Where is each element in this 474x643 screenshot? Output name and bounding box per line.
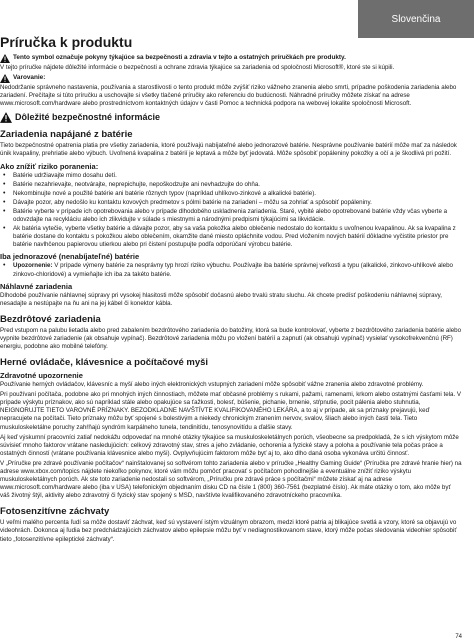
warning-label: Varovanie:: [13, 74, 46, 82]
list-item: • Batérie vyberte v prípade ich opotrebovania alebo v prípade dlhodobého uskladnenia zariadenia. Staré, vybité alebo opotrebované batérie vždy včas vyberte a odovzdajte na recykláciu alebo ich zlikvidujte v súlade s miestnymi a národnými predpismi týkajúcimi sa likvidácie.: [10, 208, 462, 224]
controllers-p2: Pri používaní počítača, podobne ako pri mnohých iných činnostiach, môžete mať občasné problémy s rukami, pažami, ramenami, krkom alebo ostatnými časťami tela. V prípade výskytu príznakov, ako sú napríklad stále alebo opakujúce sa ťažkosti, bolesť, búšenie, pichanie, brnenie, stŕpnutie, pocit pálenia alebo stuhnutia, NEIGNORUJTE TIETO VAROVNÉ PRÍZNAKY. BEZODKLADNE NAVŠTÍVTE KVALIFIKOVANÉHO LEKÁRA, a to aj v prípade, ak sa príznaky prejavujú, keď nepracujete na počítači. Tieto príznaky môžu byť spojené s bolestivým a niekedy chronickým zranením nervov, svalov, šliach alebo iných častí tela. Tieto muskuloskeletálne poruchy zahŕňajú syndróm karpálneho tunela, tendinitídu, tenosynovitídu a ďalšie stavy.: [0, 391, 462, 431]
photosensitive-heading: Fotosenzitívne záchvaty: [0, 506, 110, 518]
warning-icon: [0, 112, 12, 123]
warning-block: [0, 74, 462, 83]
wireless-heading: Bezdrôtové zariadenia: [0, 313, 101, 325]
language-tab: [358, 0, 474, 38]
list-item: • Nekombinujte nové a použité batérie ani batérie rôznych typov (napríklad uhlíkovo-zinkové a alkalické batérie).: [10, 190, 462, 198]
important-heading: Dôležité bezpečnostné informácie: [15, 112, 161, 123]
warning-icon: [0, 54, 10, 63]
list-item: • Dávajte pozor, aby nedošlo ku kontaktu kovových predmetov s pólmi batérie na zariadení – môžu sa zohriať a spôsobiť popáleniny.: [10, 199, 462, 207]
caution-label: Upozornenie:: [13, 262, 53, 270]
health-warning-heading: Zdravotné upozornenie: [0, 371, 83, 381]
warning-icon: [0, 74, 10, 83]
important-heading-row: [0, 112, 462, 123]
risk-heading: Ako znížiť riziko poranenia:: [0, 161, 99, 171]
list-item: • Batérie nezahrievajte, neotvárajte, neprepichujte, nepoškodzujte ani nevhadzujte do ohňa.: [10, 181, 462, 189]
battery-intro: Tieto bezpečnostné opatrenia platia pre všetky zariadenia, ktoré používajú nabíjateľné alebo jednorazové batérie. Nesprávne používanie batérií môže mať za následok únik kvapaliny, prehriatie alebo výbuch. Uvoľnená kvapalina z batérií je leptavá a môže byť jedovatá. Môže spôsobiť popáleniny pokožky a očí a je škodlivá pri požití.: [0, 142, 457, 158]
disposable-list: [0, 262, 462, 278]
intro-text: V tejto príručke nájdete dôležité informácie o bezpečnosti a ochrane zdravia týkajúce sa zariadenia od spoločnosti Microsoft®, ktoré ste si kúpili.: [0, 64, 395, 71]
warning-text: Nedodržanie správneho nastavenia, používania a starostlivosti o tento produkt môže zvýšiť riziko vážneho zranenia alebo smrti, prípadne poškodenia zariadenia alebo zariadení. Prečítajte si túto príručku a uschovajte si všetky tlačené príručky ako referenciu do budúcnosti. Náhradné príručky môžete získať na adrese www.microsoft.com/hardware alebo prostredníctvom kontaktných údajov v časti Pomoc a technická podpora na webovej lokalite spoločnosti Microsoft.: [0, 84, 457, 108]
list-item: • Batérie udržiavajte mimo dosahu detí.: [10, 172, 462, 180]
list-item: [10, 262, 462, 278]
page-title: Príručka k produktu: [0, 34, 133, 50]
disposable-heading: Iba jednorazové (nenabíjateľné) batérie: [0, 252, 140, 262]
document-content: [0, 34, 462, 634]
controllers-p3: Aj keď výskumní pracovníci zatiaľ nedokážu odpovedať na mnohé otázky týkajúce sa muskuloskeletálnych porúch, všeobecne sa predpokladá, že s ich výskytom môže súvisieť mnoho faktorov vrátane nasledujúcich: celkový zdravotný stav, stres a jeho zvládanie, ochorenia a fyzické stavy a poloha a používanie tela počas práce a ostatných činností (vrátane používania klávesnice alebo myši). Ovplyvňujúcim faktorom môže byť aj to, ako dlho daná osoba vykonáva určitú činnosť.: [0, 433, 459, 457]
intro-warning: [0, 54, 462, 63]
risk-list: [0, 172, 462, 250]
controllers-heading: Herné ovládače, klávesnice a počítačové myši: [0, 357, 209, 369]
list-item: • Ak batéria vytečie, vyberte všetky batérie a dávajte pozor, aby sa vaša pokožka alebo oblečenie nedostalo do kontaktu s uvoľnenou kvapalinou. Ak sa kvapalina z batérie dostane do kontaktu s pokožkou alebo oblečením, okamžite dané miesto opláchnite vodou. Pred vložením nových batérií dôkladne vyčistite priestor pre batérie navlhčenou papierovou utierkou alebo pri čistení postupujte podľa odporúčaní výrobcu batérie.: [10, 225, 462, 249]
controllers-p4: V „Príručke pre zdravé používanie počítačov“ nainštalovanej so softvérom tohto zariadenia alebo v príručke „Healthy Gaming Guide“ (Príručka pre zdravé hranie hier) na adrese www.xbox.com/topics nájdete niekoľko pokynov, ktoré vám môžu pomôcť pracovať s počítačom pohodlnejšie a eventuálne znížiť riziko výskytu muskuloskeletálnych porúch. Ak ste toto zariadenie nedostali so softvérom, „Príručku pre zdravé práce s počítačmi“ môžete získať aj na adrese www.microsoft.com/hardware alebo (iba v USA) telefonickým objednaním disku CD na čísle 1 (800) 360-7561 (bezplatné číslo). Ak máte otázky o tom, ako môže byť váš životný štýl, aktivity alebo zdravotný či fyzický stav spojený s MSD, navštívte kvalifikovaného zdravotníckeho pracovníka.: [0, 459, 462, 500]
intro-warning-text: Tento symbol označuje pokyny týkajúce sa bezpečnosti a zdravia v tejto a ostatných príručkách pre produkty.: [13, 54, 346, 61]
battery-heading: Zariadenia napájané z batérie: [0, 129, 133, 141]
caution-text: V prípade výmeny batérie za nesprávny typ hrozí riziko výbuchu. Používajte iba batérie správnej veľkosti a typu (alkalické, zinkovo-uhlíkové alebo zinkovo-chloridové) a vymieňajte ich iba za takéto batérie.: [13, 262, 453, 278]
headset-text: Dlhodobé používanie náhlavnej súpravy pri vysokej hlasitosti môže spôsobiť dočasnú alebo trvalú stratu sluchu. Ak chcete predísť poškodeniu náhlavnej súpravy, nesadajte a nestúpajte na ňu ani na jej kábel či konektor kábla.: [0, 291, 443, 307]
page-number: 74: [455, 634, 462, 640]
wireless-text: Pred vstupom na palubu lietadla alebo pred zabalením bezdrôtového zariadenia do batožiny, ktorá sa bude kontrolovať, vyberte z bezdrôtového zariadenia batérie alebo vypnite bezdrôtové zariadenie (ak obsahuje vypínač). Bezdrôtové zariadenia môžu po vložení batérií a zapnutí (ak obsahujú vypínač) vysielať vysokofrekvenčnú (RF) energiu, podobne ako mobilné telefóny.: [0, 326, 462, 350]
photosensitive-p1: U veľmi malého percenta ľudí sa môže dostaviť záchvat, keď sú vystavení istým vizuálnym obrazom, medzi ktoré patria aj blikajúce svetlá a vzory, ktoré sa objavujú vo videohrách. Dokonca aj ľudia bez predchádzajúcich záchvatov alebo epilepsie môžu byť v nediagnostikovanom stave, ktorý môže počas sledovania videohier spôsobiť tieto „fotosenzitívne epileptické záchvaty“.: [0, 519, 457, 543]
controllers-p1: Používanie herných ovládačov, klávesníc a myší alebo iných elektronických vstupných zariadení môže spôsobiť vážne zranenia alebo zdravotné problémy.: [0, 381, 424, 389]
language-label: Slovenčina: [391, 13, 441, 25]
headset-heading: Náhlavné zariadenia: [0, 281, 73, 291]
